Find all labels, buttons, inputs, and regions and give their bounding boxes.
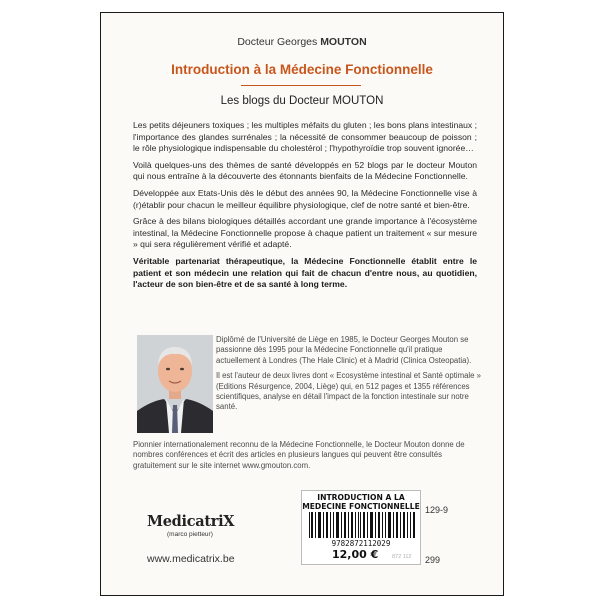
publisher-logo: MedicatriX [147, 513, 235, 530]
faint-underprint-code: 872 112 [392, 554, 412, 560]
description-paragraph-2: Voilà quelques-uns des thèmes de santé développés en 52 blogs par le docteur Mouton qui nous entraîne à la découverte des étonnants bienfaits de la Médecine Fonctionnelle. [133, 159, 477, 182]
book-subtitle: Les blogs du Docteur MOUTON [220, 95, 384, 107]
description-paragraph-1: Les petits déjeuners toxiques ; les multiples méfaits du gluten ; les bons plans intestinaux ; l'importance des glandes surrénales ; la nécessité de consommer beaucoup de poisson ; le rôle physiologique indispensable du cholestérol ; l'hypothyroïdie trop souvent ignorée… [133, 120, 477, 154]
isbn-fragment-top: 129-9 [425, 505, 449, 515]
barcode-image [303, 512, 421, 538]
publisher-website: www.medicatrix.be [147, 553, 235, 565]
author-prefix: Docteur Georges [237, 36, 321, 48]
description-paragraph-4: Grâce à des bilans biologiques détaillés accordant une grande importance à l'écosystème intestinal, la Médecine Fonctionnelle propose à chaque patient un traitement « sur mesure » qui sera régulièrement vérifié et adapté. [133, 216, 477, 250]
title-divider [241, 85, 361, 86]
author-portrait-image [137, 335, 213, 433]
author-name [101, 36, 503, 48]
description-paragraph-3: Développée aux Etats-Unis dès le début des années 90, la Médecine Fonctionnelle vise à (r)établir pour chacun le meilleur équilibre physiologique, clef de notre santé et bien-être. [133, 187, 477, 210]
publisher-subtitle: (marco pietteur) [167, 531, 213, 538]
book-back-cover [100, 12, 504, 596]
barcode-number: 9782872112029 [331, 539, 391, 548]
closing-paragraph [133, 440, 485, 471]
closing-text: Pionnier internationalement reconnu de la Médecine Fonctionnelle, le Docteur Mouton donne de nombres conférences et écrit des articles en plusieurs langues qui peuvent être consultés gratuitement sur le site internet www.gmouton.com. [133, 440, 465, 470]
isbn-fragment-bottom: 299 [425, 555, 441, 565]
description-block [133, 120, 477, 296]
description-highlight: Véritable partenariat thérapeutique, la Médecine Fonctionnelle établit entre le patient et son médecin une relation qui fait de chacun d'entre nous, au quotidien, l'acteur de son bien-être et de sa santé à long terme. [133, 255, 477, 290]
bio-paragraph-1: Diplômé de l'Université de Liège en 1985, le Docteur Georges Mouton se passionne dès 1995 pour la Médecine Fonctionnelle qu'il pratique actuellement à Londres (The Hale Clinic) et à Madrid (Clinica Osteopatia). [216, 335, 472, 365]
price-label: 12,00 € [332, 548, 379, 561]
book-title: Introduction à la Médecine Fonctionnelle [171, 62, 433, 77]
bio-paragraph-2: Il est l'auteur de deux livres dont « Ecosystème intestinal et Santé optimale » (Editions Résurgence, 2004, Liège) qui, en 512 pages et 1355 références scientifiques, analyse en détail l'impact de la fonction intestinale sur notre santé. [216, 371, 481, 412]
price-sticker [301, 490, 421, 565]
sticker-title: INTRODUCTION A LA MEDECINE FONCTIONNELLE [302, 493, 420, 511]
author-surname: MOUTON [320, 36, 367, 48]
author-photo [137, 335, 213, 433]
author-bio [216, 335, 484, 418]
